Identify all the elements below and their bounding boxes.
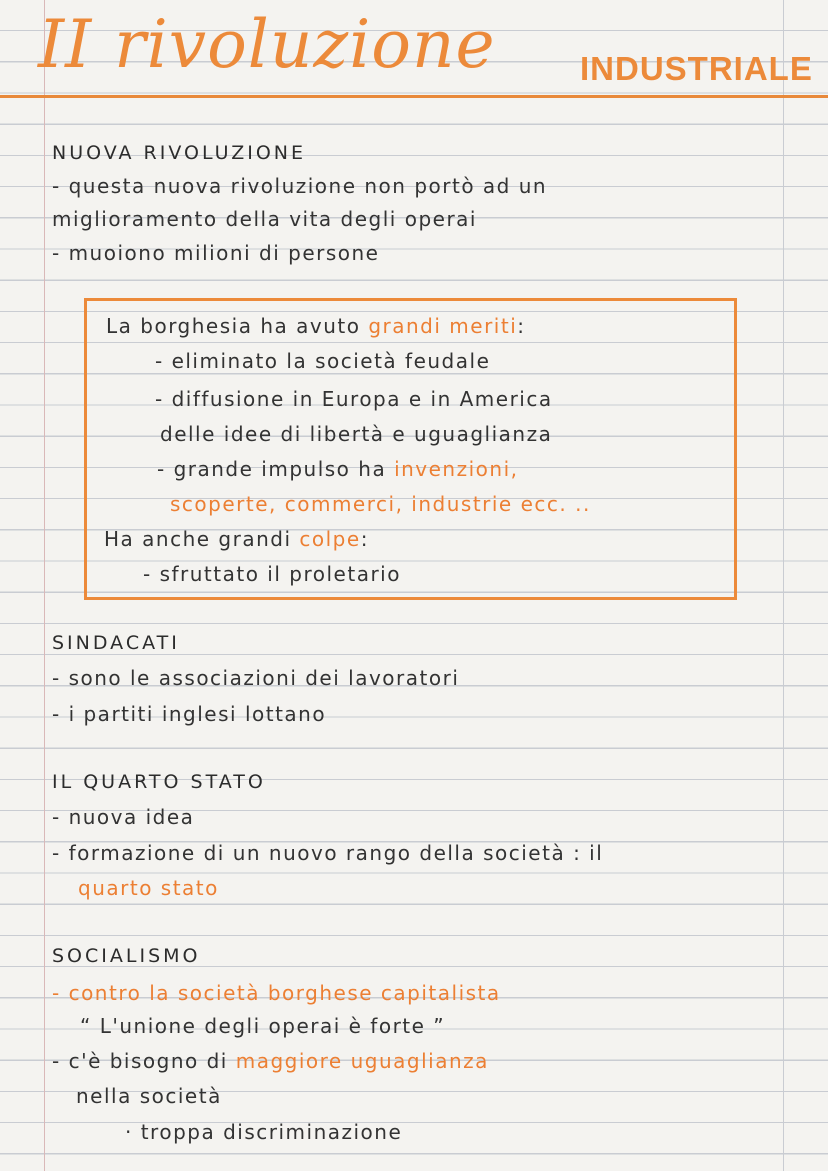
heading-quarto-stato: IL QUARTO STATO [52, 771, 266, 793]
dash: - [52, 981, 69, 1005]
heading-nuova-rivoluzione: NUOVA RIVOLUZIONE [52, 142, 306, 164]
colon-1: : [517, 314, 526, 338]
sindacati-line-1: - sono le associazioni dei lavoratori [52, 666, 460, 690]
borghesia-box [84, 298, 737, 600]
box-line-2: - eliminato la società feudale [155, 349, 491, 373]
box-line-4: delle idee di libertà e uguaglianza [160, 422, 553, 446]
nuova-line-2: miglioramento della vita degli operai [52, 207, 477, 231]
sindacati-line-2: - i partiti inglesi lottano [52, 702, 327, 726]
box-line-3: - diffusione in Europa e in America [155, 387, 553, 411]
box-line-1-text: La borghesia ha avuto [106, 314, 369, 338]
right-margin-line [783, 0, 784, 1171]
box-line-1 [106, 314, 526, 338]
box-line-6: scoperte, commerci, industrie ecc. .. [170, 492, 591, 516]
socialismo-line-1 [52, 981, 501, 1005]
socialismo-line-3 [52, 1049, 489, 1073]
heading-socialismo: SOCIALISMO [52, 945, 201, 967]
colpe: colpe [299, 527, 361, 551]
colon-2: : [360, 527, 369, 551]
box-line-5 [157, 457, 519, 481]
contro-la-societa: contro la società borghese capitalista [68, 981, 501, 1005]
box-line-5-text: - grande impulso ha [157, 457, 395, 481]
socialismo-line-3-text: - c'è bisogno di [52, 1049, 236, 1073]
invenzioni: invenzioni, [394, 457, 519, 481]
nuova-line-1: - questa nuova rivoluzione non portò ad un [52, 174, 548, 198]
box-line-7-text: Ha anche grandi [104, 527, 300, 551]
nuova-line-3: - muoiono milioni di persone [52, 241, 380, 265]
grandi-meriti: grandi meriti [368, 314, 518, 338]
socialismo-line-4: nella società [76, 1084, 222, 1108]
box-line-8: - sfruttato il proletario [143, 562, 401, 586]
socialismo-line-2: “ L'unione degli operai è forte ” [80, 1014, 446, 1038]
title-main: II rivoluzione [38, 6, 496, 83]
quarto-line-3: quarto stato [78, 876, 219, 900]
title-sub: INDUSTRIALE [580, 50, 813, 87]
quarto-line-2: - formazione di un nuovo rango della società : il [52, 841, 604, 865]
maggiore-uguaglianza: maggiore uguaglianza [235, 1049, 489, 1073]
quarto-line-1: - nuova idea [52, 805, 195, 829]
heading-sindacati: SINDACATI [52, 632, 180, 654]
title-underline [0, 95, 828, 98]
margin-line [44, 0, 45, 1171]
socialismo-line-5: · troppa discriminazione [125, 1120, 403, 1144]
box-line-7 [104, 527, 369, 551]
